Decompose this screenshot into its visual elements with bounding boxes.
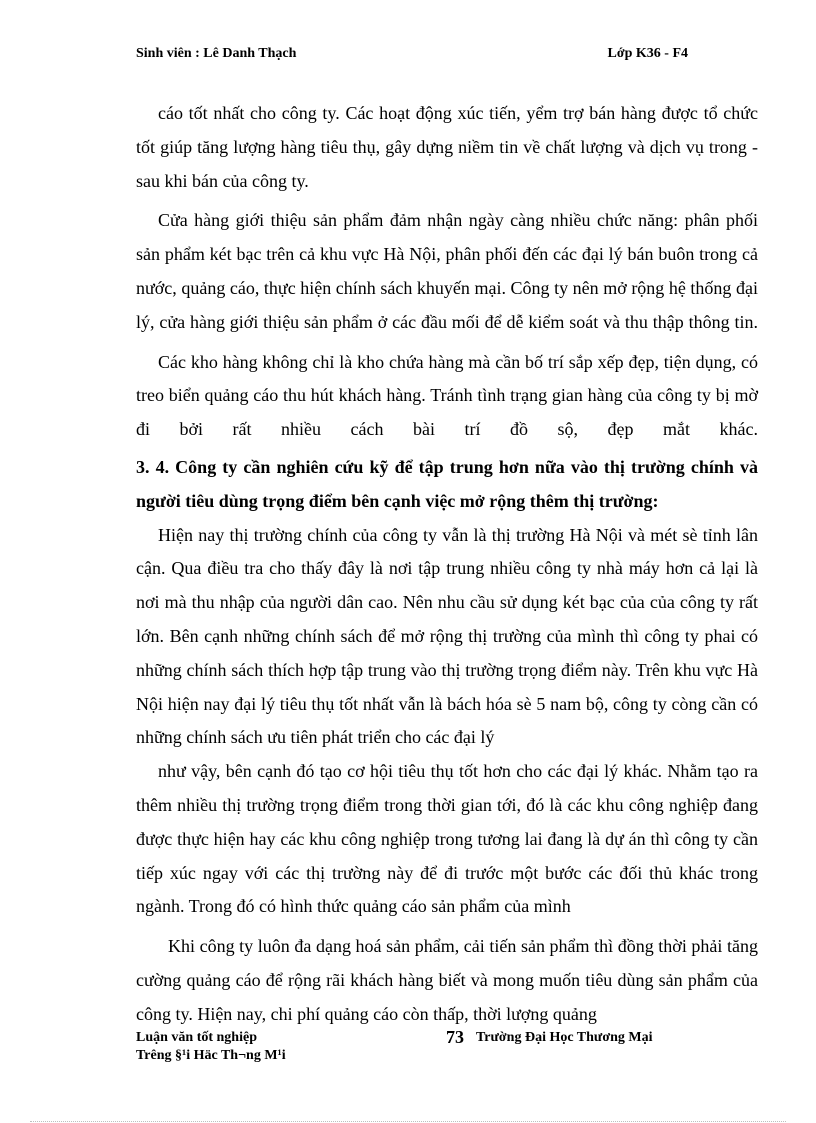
paragraph-4a: Hiện nay thị trường chính của công ty vẫn là thị trường Hà Nội và mét sè tỉnh lân cận. Qua điều tra cho thấy đây là nơi tập trung nhiều công ty nhà máy hơn cả lại là nơi mà thu nhập của người dân cao. Nên nhu cầu sử dụng két bạc của của công ty rất lớn. Bên cạnh những chính sách để mở rộng thị trường của mình thì công ty phai có những chính sách thích hợp tập trung vào thị trường trọng điểm này. Trên khu vực Hà Nội hiện nay đại lý tiêu thụ tốt nhất vẫn là bách hóa sè 5 nam bộ, công ty còng cần có những chính sách ưu tiên phát triển cho các đại lý — [136, 524, 758, 748]
class-label: Lớp K36 - F4 — [607, 46, 688, 61]
page-number: 73 — [446, 1027, 464, 1047]
paragraph-5: Khi công ty luôn đa dạng hoá sản phẩm, cải tiến sản phẩm thì đồng thời phải tăng cường quảng cáo để rộng rãi khách hàng biết và mong muốn tiêu dùng sản phẩm của công ty. Hiện nay, chi phí quảng cáo còn thấp, thời lượng quảng — [136, 936, 758, 1024]
section-heading: 3. 4. Công ty cần nghiên cứu kỹ để tập trung hơn nữa vào thị trường chính và người tiêu dùng trọng điểm bên cạnh việc mở rộng thêm thị trường: — [136, 456, 758, 511]
paragraph-3: Các kho hàng không chỉ là kho chứa hàng mà cần bố trí sắp xếp đẹp, tiện dụng, có treo biển quảng cáo thu hút khách hàng. Tránh tình trạng gian hàng của công ty bị mờ đi bởi rất nhiều cách bài trí đồ sộ, đẹp mắt khác. — [136, 351, 758, 440]
paragraph-4b: như vậy, bên cạnh đó tạo cơ hội tiêu thụ tốt hơn cho các đại lý khác. Nhằm tạo ra thêm nhiều thị trường trọng điểm trong thời gian tới, đó là các khu công nghiệp đang được thực hiện hay các khu công nghiệp trong tương lai đang là dự án thì công ty cần tiếp xúc ngay với các thị trường này để đi trước một bước các đối thủ khác trong ngành. Trong đó có hình thức quảng cáo sản phẩm của mình — [136, 761, 758, 917]
page-bottom-divider — [30, 1121, 786, 1122]
document-body — [136, 97, 758, 1032]
paragraph-2: Cửa hàng giới thiệu sản phẩm đảm nhận ngày càng nhiều chức năng: phân phối sản phẩm két bạc trên cả khu vực Hà Nội, phân phối đến các đại lý bán buôn trong cả nước, quảng cáo, thực hiện chính sách khuyến mại. Công ty nên mở rộng hệ thống đại lý, cửa hàng giới thiệu sản phẩm ở các đầu mối để dễ kiểm soát và thu thập thông tin. — [136, 210, 758, 332]
paragraph-1: cáo tốt nhất cho công ty. Các hoạt động xúc tiến, yểm trợ bán hàng được tổ chức tốt giúp tăng lượng hàng tiêu thụ, gây dựng niềm tin về chất lượng và dịch vụ trong - sau khi bán của công ty. — [136, 103, 758, 191]
student-name: Sinh viên : Lê Danh Thạch — [136, 46, 297, 61]
school-name: Trường Đại Học Thương Mại — [476, 1030, 653, 1045]
garbled-school-label: Trêng §¹i Häc Th¬ng M¹i — [136, 1048, 286, 1063]
thesis-label: Luận văn tốt nghiệp — [136, 1030, 257, 1045]
